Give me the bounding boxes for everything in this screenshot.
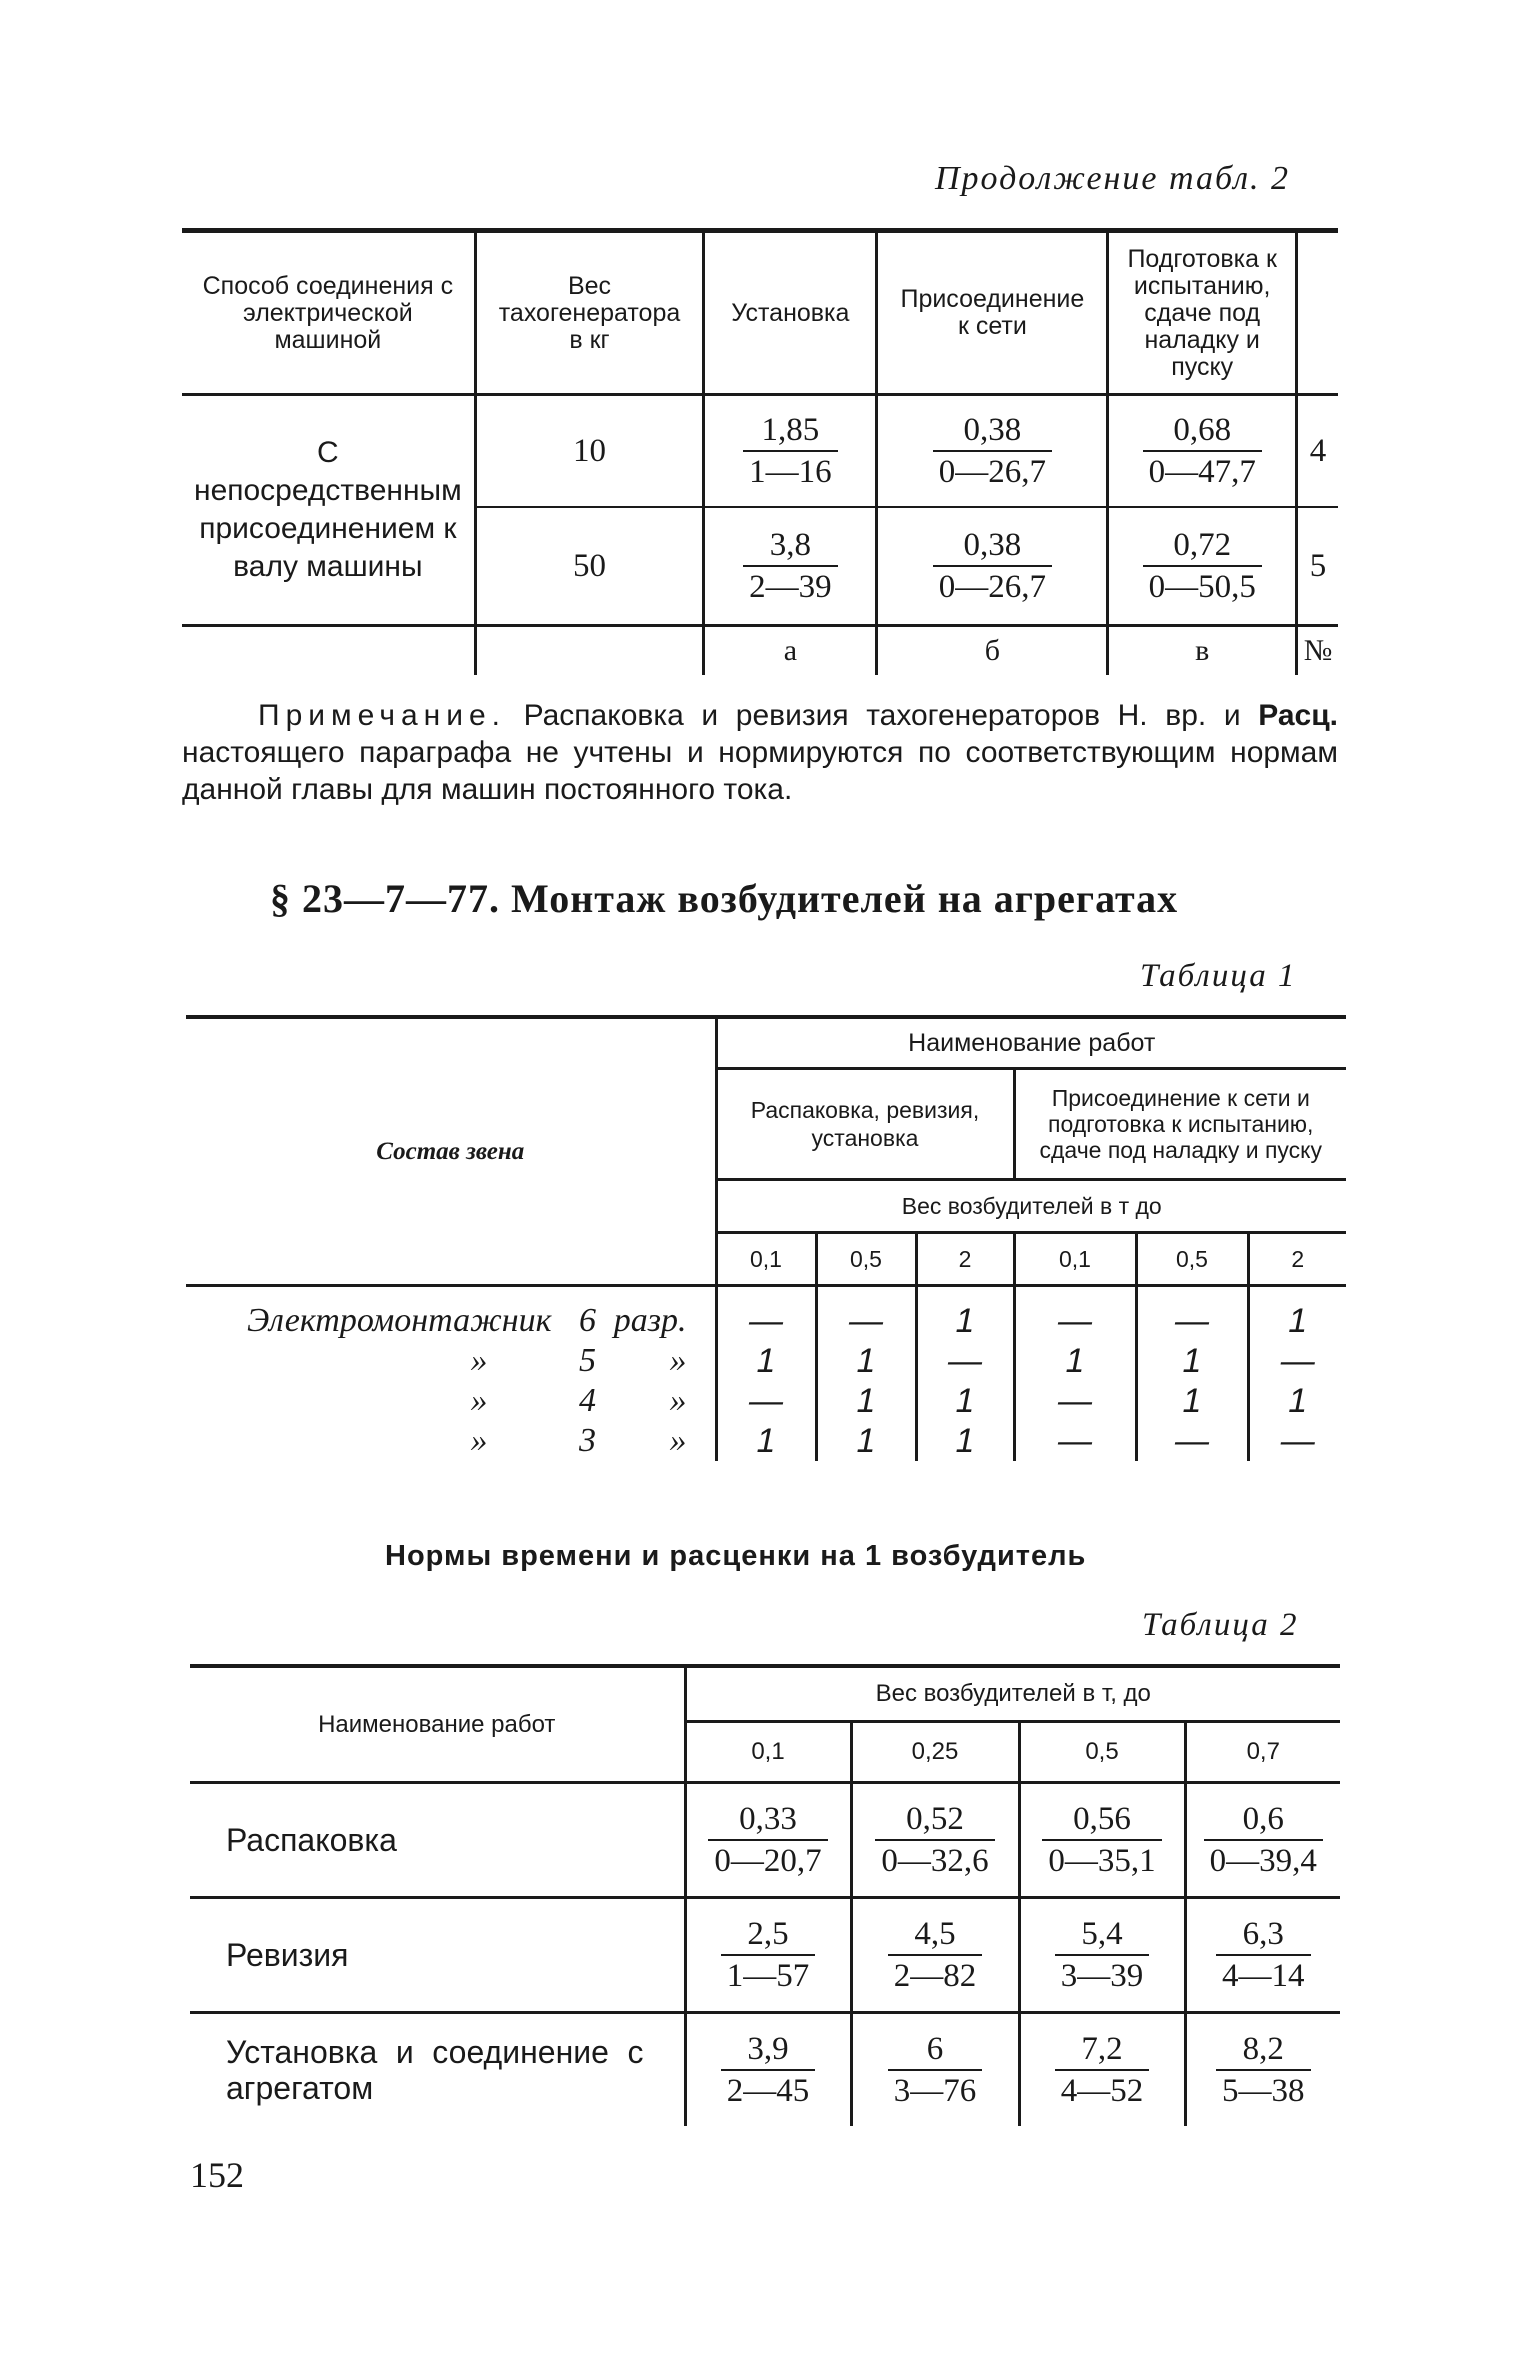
crew-suffix: разр. [613,1302,687,1339]
crew-count: 1 [1248,1286,1346,1342]
fraction: $\frac{0,52}{0—32,6}$ [875,1799,994,1881]
weight-col: 0,1 [716,1233,816,1286]
weight-col: 0,5 [816,1233,916,1286]
header-prepare: Подготовка к испытанию, сдаче под наладку и пуску [1108,231,1297,395]
crew-count: — [916,1341,1014,1381]
table-row [186,1381,1346,1421]
header-group-connect: Присоединение к сети и подготовка к испытанию, сдаче под наладку и пуску [1014,1069,1346,1180]
weight-col: 0,1 [685,1722,851,1783]
crew-count: — [1014,1381,1136,1421]
weight-col: 0,7 [1185,1722,1340,1783]
fraction: $\frac{6,3}{4—14}$ [1216,1914,1311,1996]
header-weight: Вес тахогенератора в кг [475,231,704,395]
crew-count: — [1014,1286,1136,1342]
crew-count: 1 [1014,1341,1136,1381]
header-group-unpack: Распаковка, ревизия, установка [716,1069,1014,1180]
header-crew: Состав звена [186,1017,716,1286]
header-weight-limit: Вес возбудителей в т, до [685,1666,1340,1722]
page-number: 152 [190,2155,244,2195]
crew-count: 1 [1248,1381,1346,1421]
table-row [190,1783,1340,1898]
work-name: Ревизия [190,1898,685,2013]
weight-col: 0,5 [1019,1722,1185,1783]
header-connection-method: Способ соединения с электрической машиной [182,231,475,395]
fraction: $\frac{3,9}{2—45}$ [721,2029,816,2111]
footer-label: № [1297,626,1338,676]
fraction: $\frac{0,72}{0—50,5}$ [1143,525,1262,607]
crew-label: » [470,1382,488,1419]
fraction: $\frac{0,56}{0—35,1}$ [1042,1799,1161,1881]
section-heading: § 23—7—77. Монтаж возбудителей на агрегатах [270,876,1179,921]
crew-suffix: » [669,1422,687,1459]
table-row [182,395,1338,508]
table-row [186,1421,1346,1461]
group-label: С непосредственным присоединением к валу машины [182,395,475,626]
crew-count: — [1248,1421,1346,1461]
header-work-name: Наименование работ [190,1666,685,1783]
fraction: $\frac{0,38}{0—26,7}$ [933,410,1052,492]
note-paragraph: Примечание. Распаковка и ревизия тахогенераторов Н. вр. и Расц. настоящего параграфа не учтены и нормируются по соответствующим нормам данной главы для машин постоянного тока. [182,699,1338,806]
fraction: $\frac{3,8}{2—39}$ [743,525,838,607]
fraction: $\frac{0,6}{0—39,4}$ [1204,1799,1323,1881]
header-weight-limit: Вес возбудителей в т до [716,1180,1346,1233]
crew-count: 1 [816,1381,916,1421]
footer-label: а [704,626,877,676]
weight-col: 2 [916,1233,1014,1286]
crew-grade: 5 [579,1342,596,1379]
table1-caption: Таблица 1 [1140,958,1297,994]
work-name: Распаковка [190,1783,685,1898]
crew-label: » [470,1342,488,1379]
fraction: $\frac{7,2}{4—52}$ [1055,2029,1150,2111]
fraction: $\frac{0,33}{0—20,7}$ [708,1799,827,1881]
fraction: $\frac{4,5}{2—82}$ [888,1914,983,1996]
crew-count: — [716,1381,816,1421]
fraction: $\frac{0,38}{0—26,7}$ [933,525,1052,607]
crew-count: 1 [716,1421,816,1461]
weight-cell: 10 [475,395,704,508]
table-row [190,1898,1340,2013]
row-number: 5 [1297,507,1338,626]
weight-col: 0,5 [1136,1233,1248,1286]
row-number: 4 [1297,395,1338,508]
crew-count: 1 [816,1341,916,1381]
table-row [186,1341,1346,1381]
fraction: $\frac{5,4}{3—39}$ [1055,1914,1150,1996]
crew-label: » [470,1422,488,1459]
crew-grade: 3 [579,1422,596,1459]
header-work-name: Наименование работ [716,1017,1346,1069]
table-time-norms [190,1664,1340,2126]
table2-caption: Таблица 2 [1142,1607,1299,1643]
crew-count: — [1136,1286,1248,1342]
table-header-row [182,231,1338,395]
crew-count: 1 [716,1341,816,1381]
crew-count: — [1136,1421,1248,1461]
crew-suffix: » [669,1342,687,1379]
crew-count: — [1248,1341,1346,1381]
subheading: Нормы времени и расценки на 1 возбудитель [385,1540,1087,1572]
crew-grade: 4 [579,1382,596,1419]
footer-label: в [1108,626,1297,676]
crew-label: Электромонтажник [247,1302,552,1339]
crew-count: 1 [816,1421,916,1461]
crew-count: 1 [916,1381,1014,1421]
crew-suffix: » [669,1382,687,1419]
header-install: Установка [704,231,877,395]
crew-count: — [716,1286,816,1342]
crew-count: — [816,1286,916,1342]
fraction: $\frac{6}{3—76}$ [888,2029,983,2111]
table-row [190,2013,1340,2127]
weight-col: 0,25 [851,1722,1019,1783]
table-footer-row [182,626,1338,676]
crew-grade: 6 [579,1302,596,1339]
weight-col: 2 [1248,1233,1346,1286]
header-connect: Присоединение к сети [877,231,1108,395]
note-label: Примечание. [258,699,506,732]
footer-label: б [877,626,1108,676]
fraction: $\frac{1,85}{1—16}$ [743,410,838,492]
fraction: $\frac{0,68}{0—47,7}$ [1143,410,1262,492]
crew-count: 1 [1136,1381,1248,1421]
crew-count: 1 [916,1286,1014,1342]
continuation-label: Продолжение табл. 2 [935,160,1291,197]
work-name: Установка и соединение с агрегатом [226,2034,644,2106]
weight-col: 0,1 [1014,1233,1136,1286]
crew-count: 1 [916,1421,1014,1461]
weight-cell: 50 [475,507,704,626]
crew-count: — [1014,1421,1136,1461]
crew-count: 1 [1136,1341,1248,1381]
fraction: $\frac{8,2}{5—38}$ [1216,2029,1311,2111]
table-tachogenerator [182,228,1338,675]
fraction: $\frac{2,5}{1—57}$ [721,1914,816,1996]
table-crew-composition [186,1015,1346,1461]
table-row [186,1286,1346,1342]
